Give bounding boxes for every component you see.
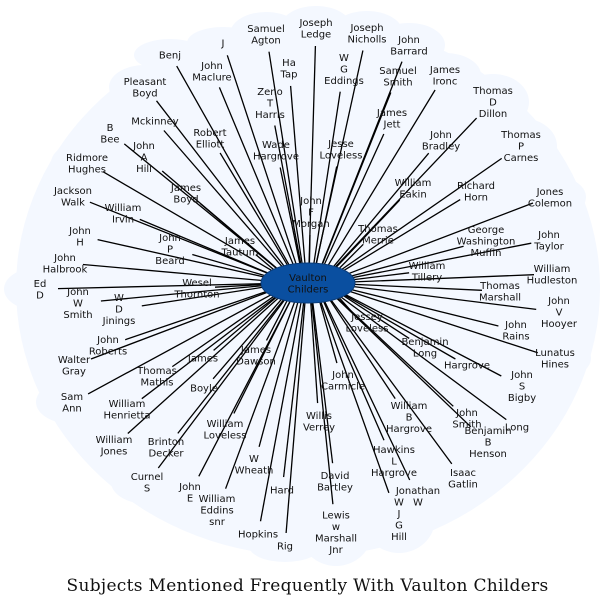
- node-label-line: B: [106, 122, 114, 134]
- node-label-line: Elliott: [195, 139, 225, 151]
- node-label-line: Decker: [148, 448, 184, 460]
- node-label-line: Jinings: [102, 316, 136, 327]
- node-william-henrietta[interactable]: [103, 399, 150, 422]
- node-label-line: John: [69, 225, 91, 237]
- node-label-line: Loveless: [345, 323, 389, 335]
- node-label-line: V: [555, 307, 563, 319]
- node-label-line: Richard: [457, 180, 495, 192]
- node-label-line: John: [300, 196, 322, 207]
- node-brinton-decker[interactable]: [148, 437, 185, 460]
- node-label-line: Jett: [383, 119, 401, 131]
- node-label-line: Bigby: [507, 393, 537, 404]
- node-label-line: Loveless: [203, 430, 247, 442]
- node-label-line: John: [538, 229, 560, 241]
- node-label-line: Verrey: [302, 422, 336, 434]
- node-william-hudleston[interactable]: [527, 264, 578, 287]
- node-mckinney[interactable]: [131, 117, 179, 128]
- node-label-line: Wade: [262, 139, 290, 151]
- node-label-line: Tillery: [411, 272, 443, 284]
- node-label-line: William: [95, 434, 133, 446]
- node-label-line: S: [143, 483, 151, 495]
- node-willis-verrey[interactable]: [303, 411, 335, 434]
- node-label-line: Jesse: [328, 138, 354, 150]
- node-label-line: Bee: [100, 134, 120, 146]
- node-thomas-merrie[interactable]: [357, 224, 398, 247]
- node-label-line: Boyd: [132, 88, 158, 100]
- node-label-line: Hard: [270, 485, 294, 497]
- node-label-line: Roberts: [88, 346, 128, 358]
- node-jessey-loveless[interactable]: [346, 312, 389, 335]
- node-label-line: James: [429, 64, 461, 76]
- node-william-tillery[interactable]: [409, 261, 446, 284]
- node-label-line: Wheath: [234, 465, 274, 477]
- node-label-line: Smith: [452, 419, 482, 431]
- node-label-line: Colemon: [527, 198, 573, 210]
- node-william-jones[interactable]: [96, 435, 133, 458]
- node-label-line: Ledge: [300, 29, 332, 41]
- node-label-line: Isaac: [450, 467, 476, 479]
- node-label-line: Joseph: [299, 17, 333, 29]
- node-label-line: John: [67, 287, 89, 298]
- node-james-dawson[interactable]: [236, 345, 276, 368]
- node-label-line: Gray: [62, 366, 86, 378]
- node-lunatus-hines[interactable]: [535, 348, 575, 371]
- node-label-line: Pleasant: [123, 76, 167, 88]
- node-label-line: Jnr: [329, 544, 343, 556]
- node-william-loveless[interactable]: [204, 419, 247, 442]
- node-label-line: Thornton: [174, 289, 220, 301]
- node-hard[interactable]: [270, 486, 294, 497]
- center-node[interactable]: [261, 263, 355, 303]
- node-label-line: James: [224, 235, 256, 247]
- node-ha-tap[interactable]: [280, 58, 298, 81]
- node-label-line: Thomas: [137, 365, 177, 377]
- node-label-line: w: [331, 521, 341, 533]
- node-label-line: Curnel: [130, 471, 164, 483]
- node-label-line: Loveless: [319, 150, 363, 162]
- node-label-line: David: [320, 470, 350, 482]
- node-label-line: Barrard: [390, 46, 428, 58]
- node-label-line: John: [505, 319, 527, 331]
- node-label-line: Benj: [158, 50, 182, 62]
- node-label-line: B: [405, 412, 413, 424]
- node-label-line: Agton: [251, 35, 281, 47]
- node-label-line: E: [186, 493, 194, 505]
- node-label-line: Hooyer: [541, 319, 577, 330]
- node-label-line: Jessey: [351, 311, 383, 323]
- node-label-line: Ridmore: [66, 152, 108, 164]
- node-label-line: Tap: [280, 69, 298, 81]
- node-label-line: Walk: [61, 197, 85, 209]
- node-label-line: John: [511, 370, 533, 381]
- node-robert-elliott[interactable]: [193, 128, 226, 151]
- node-label-line: Mathis: [140, 377, 174, 389]
- node-label-line: Hargrove: [385, 424, 433, 435]
- node-label-line: Hudleston: [526, 275, 578, 287]
- center-node-label: [288, 273, 329, 296]
- node-label-line: Halbrook: [42, 264, 88, 276]
- node-label-line: William: [104, 202, 142, 214]
- node-label-line: L: [391, 456, 397, 468]
- node-rig[interactable]: [277, 542, 293, 553]
- node-james[interactable]: [187, 354, 218, 365]
- node-label-line: T: [266, 98, 274, 110]
- node-label-line: P: [517, 141, 525, 153]
- node-label-line: G: [340, 64, 348, 76]
- node-label-line: Sam: [60, 391, 84, 403]
- node-thomas-mathis[interactable]: [136, 366, 177, 389]
- node-label-line: Ann: [62, 403, 82, 415]
- node-label-line: D: [36, 290, 44, 302]
- node-label-line: James: [170, 182, 202, 194]
- node-label-line: Joseph: [350, 22, 384, 34]
- node-j[interactable]: [221, 39, 225, 50]
- node-label-line: Walter: [57, 354, 91, 366]
- node-benj[interactable]: [159, 51, 181, 62]
- node-label-line: Irvin: [111, 214, 135, 226]
- node-label-line: Thomas: [480, 280, 520, 292]
- node-label-line: W: [339, 53, 349, 64]
- node-label-line: Jones: [536, 186, 564, 198]
- diagram-title: Subjects Mentioned Frequently With Vaulton Childers: [66, 576, 549, 596]
- node-label-line: William: [198, 494, 236, 505]
- node-label-line: William: [108, 398, 146, 410]
- node-label-line: John: [430, 129, 452, 141]
- node-label-line: Jackson: [53, 185, 93, 197]
- node-label-line: Dawson: [236, 356, 276, 368]
- node-samuel-agton[interactable]: [247, 24, 285, 47]
- node-label-line: Gatlin: [448, 479, 478, 491]
- node-label-line: George: [467, 225, 505, 236]
- node-label-line: J: [397, 508, 401, 520]
- node-label-line: William: [408, 260, 446, 272]
- node-label-line: Jonathan: [395, 485, 441, 497]
- node-hopkins[interactable]: [238, 530, 278, 541]
- node-label-line: Rig: [276, 541, 294, 553]
- node-label-line: Benjamin: [464, 426, 512, 437]
- node-boyle[interactable]: [190, 384, 218, 395]
- node-label-line: Morgan: [292, 219, 330, 230]
- center-label-line: Vaulton: [289, 273, 327, 284]
- node-label-line: Eddins: [200, 505, 234, 517]
- node-label-line: Thomas: [358, 223, 398, 235]
- node-label-line: Dillon: [478, 109, 508, 120]
- node-label-line: Carnes: [503, 153, 539, 164]
- node-label-line: Zeno: [257, 87, 283, 98]
- node-label-line: Ironc: [432, 76, 458, 88]
- node-label-line: Rains: [502, 331, 530, 343]
- node-label-line: Bartley: [317, 482, 353, 494]
- node-john-rains[interactable]: [502, 320, 529, 343]
- node-label-line: William: [533, 263, 571, 275]
- node-label-line: P: [166, 244, 174, 256]
- node-label-line: D: [115, 304, 123, 316]
- node-label-line: Smith: [383, 77, 413, 89]
- node-label-line: Long: [504, 422, 530, 434]
- node-label-line: Mckinney: [131, 116, 179, 128]
- node-label-line: Thomas: [473, 86, 513, 97]
- node-joseph-ledge[interactable]: [298, 18, 332, 41]
- node-label-line: John: [398, 34, 420, 46]
- node-label-line: Bradley: [421, 141, 461, 153]
- node-label-line: John: [456, 407, 478, 419]
- node-label-line: Tautum: [221, 247, 259, 259]
- node-ridmore-hughes[interactable]: [66, 153, 108, 176]
- node-label-line: Hargrove: [252, 151, 300, 163]
- node-label-line: John: [97, 334, 119, 346]
- node-label-line: John: [548, 296, 570, 307]
- node-isaac-gatlin[interactable]: [448, 468, 478, 491]
- node-thomas-marshall[interactable]: [479, 281, 521, 304]
- node-label-line: W: [249, 453, 259, 465]
- node-label-line: Hawkins: [373, 445, 415, 456]
- node-label-line: Samuel: [379, 65, 417, 77]
- center-label-line: Childers: [287, 284, 329, 296]
- node-label-line: James: [240, 344, 272, 356]
- node-label-line: W: [114, 293, 124, 304]
- node-label-line: Boyle: [190, 383, 218, 395]
- node-william-eakin[interactable]: [395, 178, 432, 201]
- node-label-line: snr: [209, 517, 225, 528]
- node-label-line: W: [394, 497, 404, 509]
- node-label-line: John: [201, 60, 223, 72]
- node-label-line: Harris: [255, 110, 285, 121]
- node-label-line: Marshall: [314, 533, 358, 545]
- node-label-line: Brinton: [147, 436, 185, 448]
- node-label-line: B: [484, 437, 492, 449]
- node-label-line: Henson: [469, 449, 507, 460]
- node-label-line: Smith: [63, 310, 93, 321]
- node-label-line: G: [395, 520, 403, 532]
- node-label-line: J: [221, 38, 225, 50]
- node-label-line: W: [73, 298, 83, 310]
- node-label-line: Lunatus: [535, 347, 575, 359]
- node-label-line: Eddings: [324, 76, 364, 87]
- node-label-line: F: [308, 207, 314, 219]
- node-label-line: Muffin: [470, 248, 502, 259]
- node-label-line: William: [206, 418, 244, 430]
- node-label-line: John: [179, 481, 201, 493]
- node-hargrove[interactable]: [444, 361, 490, 372]
- node-james-tautum[interactable]: [221, 236, 259, 258]
- node-label-line: Hines: [541, 359, 569, 371]
- node-label-line: A: [140, 152, 148, 164]
- node-james-boyd[interactable]: [170, 183, 201, 206]
- node-label-line: James: [376, 107, 408, 119]
- node-label-line: Carmicle: [321, 381, 365, 393]
- node-label-line: Henrietta: [103, 410, 151, 422]
- node-label-line: John: [54, 252, 76, 264]
- node-label-line: Washington: [456, 236, 516, 248]
- node-samuel-smith[interactable]: [379, 66, 417, 89]
- node-label-line: Beard: [155, 256, 185, 267]
- node-label-line: Marshall: [478, 292, 522, 304]
- node-label-line: Hargrove: [443, 360, 491, 372]
- node-label-line: John: [332, 369, 354, 381]
- node-label-line: Hargrove: [370, 468, 418, 479]
- node-label-line: Ed: [33, 278, 47, 290]
- node-label-line: Willis: [306, 410, 332, 422]
- node-david-bartley[interactable]: [317, 471, 353, 494]
- node-label-line: Lewis: [322, 510, 350, 522]
- node-sam-ann[interactable]: [61, 392, 83, 415]
- node-label-line: H: [76, 237, 84, 249]
- node-label-line: D: [489, 97, 497, 109]
- node-label-line: Eakin: [399, 189, 427, 201]
- node-label-line: Hughes: [68, 164, 106, 176]
- node-label-line: Robert: [193, 127, 227, 139]
- node-label-line: John: [159, 233, 181, 244]
- node-label-line: Hill: [136, 164, 152, 175]
- node-label-line: Maclure: [192, 72, 232, 84]
- node-label-line: Hill: [391, 531, 407, 543]
- node-label-line: Boyd: [173, 194, 199, 206]
- node-label-line: Long: [412, 348, 438, 360]
- node-label-line: Benjamin: [401, 336, 449, 348]
- node-label-line: William: [390, 401, 428, 412]
- node-label-line: Jones: [100, 446, 128, 458]
- node-label-line: S: [518, 381, 526, 393]
- node-label-line: Hopkins: [237, 529, 279, 541]
- node-label-line: W: [413, 497, 423, 509]
- node-label-line: James: [187, 353, 219, 365]
- node-label-line: Taylor: [534, 241, 564, 253]
- node-label-line: Thomas: [501, 130, 541, 141]
- node-label-line: Wesel: [182, 277, 212, 289]
- node-label-line: Merrie: [362, 235, 394, 247]
- node-label-line: John: [133, 141, 155, 152]
- node-label-line: Samuel: [247, 23, 285, 35]
- node-label-line: William: [394, 177, 432, 189]
- node-label-line: Ha: [282, 57, 296, 69]
- node-james-ironc[interactable]: [429, 65, 460, 88]
- node-joseph-nicholls[interactable]: [348, 23, 387, 46]
- node-label-line: Horn: [464, 192, 488, 204]
- node-label-line: Nicholls: [347, 34, 387, 46]
